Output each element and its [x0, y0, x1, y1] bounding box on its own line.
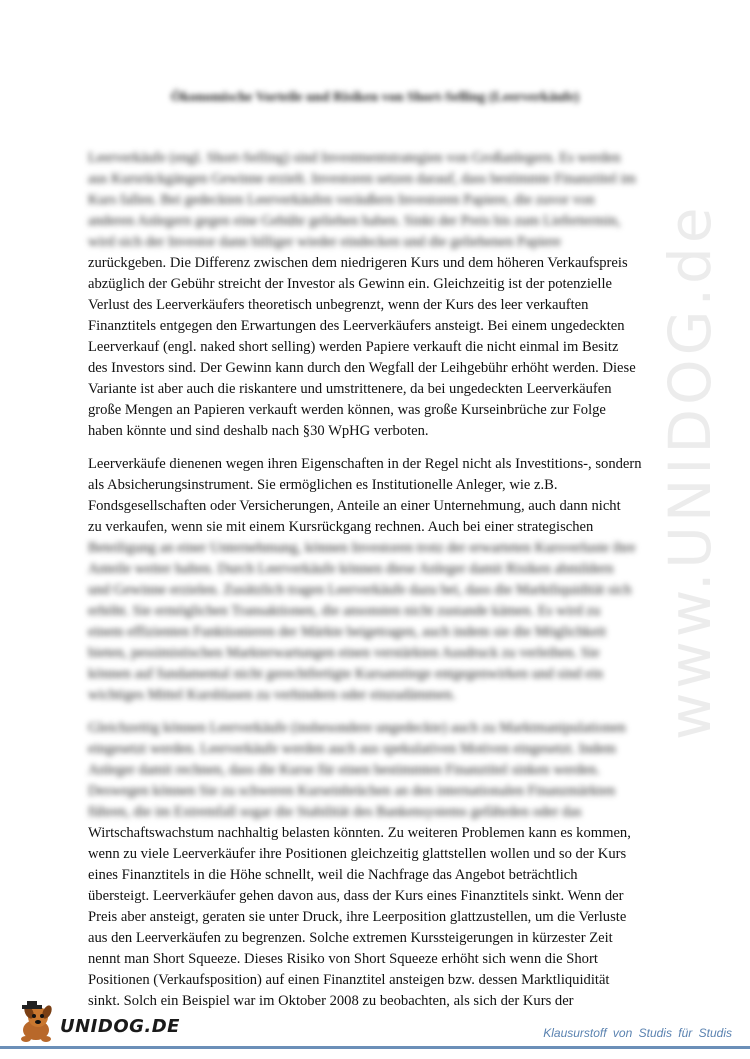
blurred-text-line: Deswegen können Sie zu schweren Kurseinbrüchen an den internationalen Finanzmärkten [88, 783, 616, 799]
text-line: eines Finanztitels in die Höhe schnellt, weil die Nachfrage das Angebot beträchtlich [88, 867, 578, 883]
blurred-text-line: Beteiligung an einer Unternehmung, können Investoren trotz der erwarteten Kursverluste ihre [88, 540, 636, 556]
blurred-text-line: anderen Anlegern gegen eine Gebühr geliehen haben. Sinkt der Preis bis zum Liefertermin, [88, 213, 621, 229]
blurred-text-line: erhöht. Sie ermöglichen Transaktionen, die ansonsten nicht zustande kämen. Es wird zu [88, 603, 601, 619]
text-line: Wirtschaftswachstum nachhaltig belasten könnten. Zu weiteren Problemen kann es kommen, [88, 825, 631, 841]
text-line: Fondsgesellschaften oder Versicherungen, Anteile an einer Unternehmung, auch dann nicht [88, 498, 621, 514]
unidog-logo[interactable] [14, 1000, 180, 1044]
text-line: nennt man Short Squeeze. Dieses Risiko von Short Squeeze erhöht sich wenn die Short [88, 951, 598, 967]
text-line: Leerverkauf (engl. naked short selling) werden Papiere verkauft die nicht einmal im Besitz [88, 339, 619, 355]
document-title: Ökonomische Vorteile und Risiken von Short-Selling (Leerverkäufe) [170, 90, 580, 105]
text-line: als Absicherungsinstrument. Sie ermöglichen es Institutionelle Anleger, wie z.B. [88, 477, 558, 493]
text-line: Preis aber ansteigt, geraten sie unter Druck, ihre Leerposition glattzustellen, um die Verluste [88, 909, 627, 925]
blurred-text-line: aus Kursrückgängen Gewinne erzielt. Investoren setzen darauf, dass bestimmte Finanztitel im [88, 171, 636, 187]
blurred-text-line: Anleger damit rechnen, dass die Kurse für einen bestimmten Finanztitel sinken werden. [88, 762, 600, 778]
text-line: haben könnte und sind deshalb nach §30 WpHG verboten. [88, 423, 429, 439]
text-line: sinkt. Solch ein Beispiel war im Oktober 2008 zu beobachten, als sich der Kurs der [88, 993, 574, 1009]
text-line: Positionen (Verkaufsposition) auf einen Finanztitel ansteigen bzw. dessen Marktliquidität [88, 972, 610, 988]
blurred-text-line: bieten, pessimistischen Markterwartungen einen verstärkten Ausdruck zu verleihen. Sie [88, 645, 600, 661]
text-line: des Investors sind. Der Gewinn kann durch den Wegfall der Leihgebühr erhöht werden. Diese [88, 360, 636, 376]
blurred-text-line: und Gewinne erzielen. Zusätzlich tragen Leerverkäufe dazu bei, dass die Marktliquidität sich [88, 582, 632, 598]
text-line: übersteigt. Leerverkäufer gehen davon aus, dass der Kurs eines Finanztitels sinkt. Wenn der [88, 888, 624, 904]
blurred-text-line: eingesetzt werden. Leerverkäufe werden auch aus spekulativen Motiven eingesetzt. Indem [88, 741, 616, 757]
paragraph [88, 718, 668, 1012]
blurred-text-line: Leerverkäufe (engl. Short-Selling) sind Investmentstrategien von Großanlegern. Es werden [88, 150, 621, 166]
watermark: www.UNIDOG.de [656, 203, 724, 740]
blurred-text-line: können auf fundamental nicht gerechtfertigte Kursanstiege entgegenwirken und sind ein [88, 666, 604, 682]
blurred-text-line: einem effizienten Funktionieren der Märkte beigetragen, auch indem sie die Möglichkeit [88, 624, 607, 640]
paragraph [88, 148, 668, 442]
text-line: wenn zu viele Leerverkäufer ihre Positionen gleichzeitig glattstellen wollen und so der Kurs [88, 846, 627, 862]
document-body [88, 148, 668, 1024]
blurred-text-line: wird sich der Investor dann billiger wieder eindecken und die geliehenen Papiere [88, 234, 561, 250]
text-line: abzüglich der Gebühr streicht der Investor als Gewinn ein. Gleichzeitig ist der potenzielle [88, 276, 612, 292]
paragraph [88, 454, 668, 706]
text-line: aus den Leerverkäufen zu begrenzen. Solche extremen Kurssteigerungen in kürzester Zeit [88, 930, 613, 946]
blurred-text-line: Kurs fallen. Bei gedeckten Leerverkäufen veräußern Investoren Papiere, die zuvor von [88, 192, 595, 208]
blurred-text-line: wichtiges Mittel Kursblasen zu verhindern oder einzudämmen. [88, 687, 456, 703]
footer-slogan: Klausurstoff von Studis für Studis [543, 1026, 732, 1040]
logo-wordmark: UNIDOG.DE [60, 1016, 180, 1037]
blurred-text-line: Gleichzeitig können Leerverkäufe (insbesondere ungedeckte) auch zu Marktmanipulationen [88, 720, 626, 736]
text-line: Finanztitels entgegen den Erwartungen des Leerverkäufers ansteigt. Bei einem ungedeckten [88, 318, 625, 334]
text-line: zu verkaufen, wenn sie mit einem Kursrückgang rechnen. Auch bei einer strategischen [88, 519, 594, 535]
footer-divider [0, 1046, 750, 1049]
text-line: Leerverkäufe dienenen wegen ihren Eigenschaften in der Regel nicht als Investitions-, sondern [88, 456, 642, 472]
text-line: zurückgeben. Die Differenz zwischen dem niedrigeren Kurs und dem höheren Verkaufspreis [88, 255, 628, 271]
text-line: große Mengen an Papieren verkauft werden können, was große Kurseinbrüche zur Folge [88, 402, 606, 418]
dog-mascot-icon [14, 1000, 60, 1044]
text-line: Variante ist aber auch die riskantere und umstrittenere, da bei ungedeckten Leerverkäufen [88, 381, 612, 397]
text-line: Verlust des Leerverkäufers theoretisch unbegrenzt, wenn der Kurs des leer verkauften [88, 297, 589, 313]
blurred-text-line: führen, die im Extremfall sogar die Stabilität des Bankensystems gefährden oder das [88, 804, 582, 820]
blurred-text-line: Anteile weiter halten. Durch Leerverkäufe können diese Anleger damit Risiken abmildern [88, 561, 614, 577]
